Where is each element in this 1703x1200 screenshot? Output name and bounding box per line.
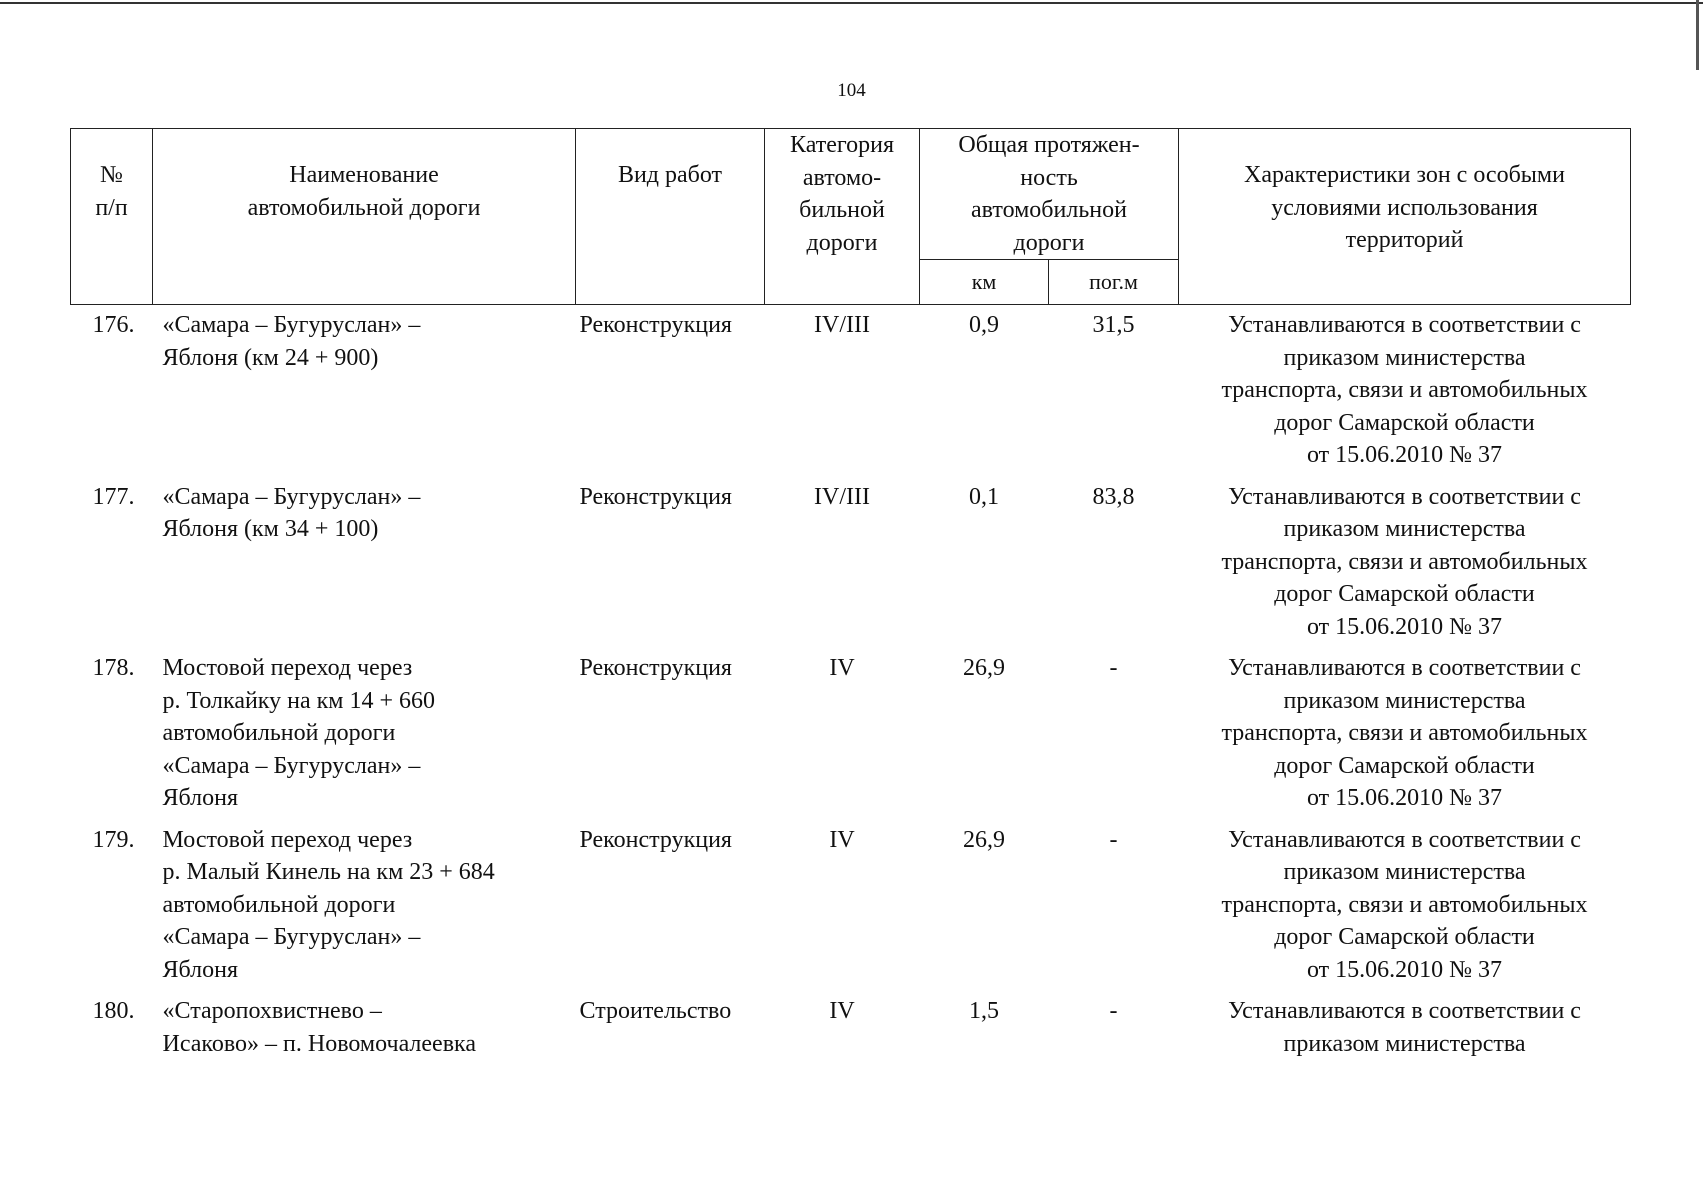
length-pogm: - xyxy=(1109,826,1118,853)
table-header-row xyxy=(71,129,1631,260)
roads-table xyxy=(70,128,1631,1069)
characteristics-line: от 15.06.2010 № 37 xyxy=(1306,442,1503,468)
characteristics-line: приказом министерства xyxy=(1283,344,1526,371)
characteristics-line: приказом министерства xyxy=(1283,1030,1526,1057)
road-category: IV xyxy=(829,998,855,1024)
row-number: 180. xyxy=(92,998,135,1024)
characteristics-line: дорог Самарской области xyxy=(1274,752,1535,779)
characteristics-line: Устанавливаются в соответствии с xyxy=(1228,655,1581,681)
road-category: IV/III xyxy=(814,483,870,510)
header-name-line: автомобильной дороги xyxy=(247,194,481,221)
characteristics-line: транспорта, связи и автомобильных xyxy=(1221,720,1588,746)
road-name xyxy=(153,652,576,824)
characteristics-line: Устанавливаются в соответствии с xyxy=(1228,826,1581,853)
header-category-line: бильной xyxy=(799,197,885,223)
scan-border-top xyxy=(0,2,1703,4)
road-name xyxy=(153,824,576,996)
length-km: 1,5 xyxy=(969,998,999,1024)
work-type: Реконструкция xyxy=(579,655,732,681)
row-number: 177. xyxy=(92,483,135,510)
characteristics-line: транспорта, связи и автомобильных xyxy=(1221,891,1588,918)
length-pogm: 31,5 xyxy=(1092,312,1135,338)
characteristics-line: приказом министерства xyxy=(1283,859,1526,885)
road-name-line: «Старопохвистнево – xyxy=(162,998,382,1024)
zone-characteristics xyxy=(1179,995,1631,1069)
table-row xyxy=(71,652,1631,824)
header-length xyxy=(920,129,1179,260)
characteristics-line: приказом министерства xyxy=(1283,516,1526,542)
header-category-line: автомо- xyxy=(802,164,882,191)
work-type: Реконструкция xyxy=(579,483,732,510)
road-name-line: р. Толкайку на км 14 + 660 xyxy=(162,687,436,714)
characteristics-line: транспорта, связи и автомобильных xyxy=(1221,548,1588,575)
road-name-line: Яблоня (км 34 + 100) xyxy=(162,516,379,542)
length-km: 26,9 xyxy=(963,655,1005,681)
work-type: Реконструкция xyxy=(579,826,732,853)
road-name xyxy=(153,995,576,1069)
header-pogm: пог.м xyxy=(1049,260,1179,305)
length-pogm: - xyxy=(1109,655,1118,681)
road-name-line: «Самара – Бугуруслан» – xyxy=(162,752,421,779)
header-category-line: Категория xyxy=(790,132,894,158)
length-pogm: - xyxy=(1109,998,1118,1024)
header-num xyxy=(71,129,153,305)
characteristics-line: Устанавливаются в соответствии с xyxy=(1228,483,1581,510)
header-length-line: дороги xyxy=(1013,229,1085,256)
road-name-line: Яблоня xyxy=(162,956,238,983)
road-name-line: Мостовой переход через xyxy=(162,655,413,681)
road-name xyxy=(153,305,576,481)
zone-characteristics xyxy=(1179,652,1631,824)
row-number: 176. xyxy=(92,312,135,338)
header-length-line: Общая протяжен- xyxy=(958,132,1140,158)
header-characteristics-line: Характеристики зон с особыми xyxy=(1244,162,1565,188)
length-km: 0,1 xyxy=(969,483,999,510)
table-row xyxy=(71,305,1631,481)
road-category: IV xyxy=(829,826,855,853)
road-name xyxy=(153,481,576,653)
header-km: км xyxy=(920,260,1049,305)
table-row xyxy=(71,995,1631,1069)
header-category xyxy=(765,129,920,305)
header-category-line: дороги xyxy=(806,229,878,256)
header-num-line: № xyxy=(100,162,123,188)
header-work-line: Вид работ xyxy=(617,162,723,188)
road-name-line: автомобильной дороги xyxy=(162,720,396,746)
characteristics-line: от 15.06.2010 № 37 xyxy=(1306,956,1503,983)
length-km: 26,9 xyxy=(963,826,1005,853)
table-row xyxy=(71,824,1631,996)
zone-characteristics xyxy=(1179,824,1631,996)
characteristics-line: Устанавливаются в соответствии с xyxy=(1228,312,1581,338)
header-length-line: ность xyxy=(1020,164,1078,191)
length-pogm: 83,8 xyxy=(1092,483,1135,510)
road-name-line: «Самара – Бугуруслан» – xyxy=(162,312,421,338)
road-category: IV xyxy=(829,655,855,681)
header-num-line: п/п xyxy=(95,194,128,221)
header-name xyxy=(153,129,576,305)
road-name-line: Яблоня (км 24 + 900) xyxy=(162,344,379,371)
work-type: Реконструкция xyxy=(579,312,732,338)
road-name-line: автомобильной дороги xyxy=(162,891,396,918)
characteristics-line: приказом министерства xyxy=(1283,687,1526,714)
zone-characteristics xyxy=(1179,305,1631,481)
page-number: 104 xyxy=(837,80,866,101)
scan-border-right xyxy=(1696,0,1699,70)
header-characteristics-line: условиями использования xyxy=(1271,194,1538,221)
row-number: 178. xyxy=(92,655,135,681)
header-characteristics xyxy=(1179,129,1631,305)
header-name-line: Наименование xyxy=(289,162,439,188)
length-km: 0,9 xyxy=(969,312,999,338)
zone-characteristics xyxy=(1179,481,1631,653)
road-category: IV/III xyxy=(814,312,870,338)
characteristics-line: от 15.06.2010 № 37 xyxy=(1306,613,1503,640)
header-length-line: автомобильной xyxy=(971,197,1127,223)
characteristics-line: Устанавливаются в соответствии с xyxy=(1228,998,1581,1024)
header-work xyxy=(576,129,765,305)
characteristics-line: дорог Самарской области xyxy=(1274,581,1535,607)
characteristics-line: от 15.06.2010 № 37 xyxy=(1306,785,1503,811)
characteristics-line: дорог Самарской области xyxy=(1274,409,1535,436)
work-type: Строительство xyxy=(579,998,732,1024)
characteristics-line: дорог Самарской области xyxy=(1274,924,1535,950)
characteristics-line: транспорта, связи и автомобильных xyxy=(1221,377,1588,403)
road-name-line: р. Малый Кинель на км 23 + 684 xyxy=(162,859,495,885)
road-name-line: «Самара – Бугуруслан» – xyxy=(162,483,421,510)
road-name-line: Яблоня xyxy=(162,785,238,811)
header-characteristics-line: территорий xyxy=(1345,227,1464,253)
road-name-line: Исаково» – п. Новомочалеевка xyxy=(162,1030,476,1057)
table-row xyxy=(71,481,1631,653)
road-name-line: Мостовой переход через xyxy=(162,826,413,853)
row-number: 179. xyxy=(92,826,135,853)
road-name-line: «Самара – Бугуруслан» – xyxy=(162,924,421,950)
